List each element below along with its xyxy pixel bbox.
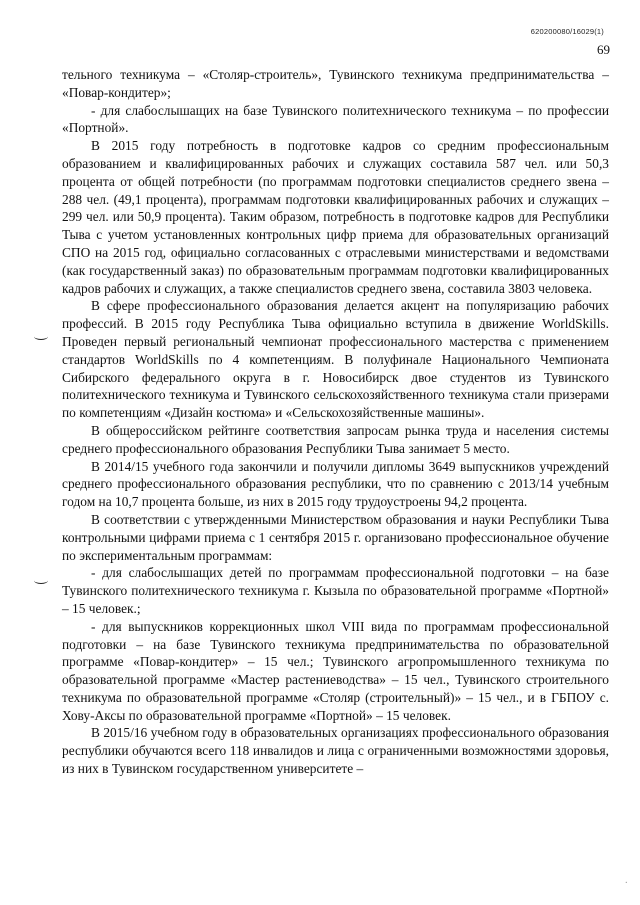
paragraph-graduates: В 2014/15 учебного года закончили и получили дипломы 3649 выпускников учреждений среднего профессионального образования республики, что по сравнению с 2013/14 учебным годом на 10,7 процента больше, из них в 2015 году трудоустроены 94,2 процента. <box>62 458 609 510</box>
paragraph-list-item: - для выпускников коррекционных школ VIII вида по программам профессиональной подготовки – на базе Тувинского техникума предпринимательства по образовательной программе «Повар-кондитер» – 15 чел.; Тувинского агропромышленного техникума по образовательной программе «Мастер растениеводства» – 15 чел., Тувинского строительного техникума по образовательной программе «Столяр (строительный)» – 15 чел., и в ГБПОУ с. Хову-Аксы по образовательной программе «Портной» – 15 человек. <box>62 618 609 723</box>
paragraph-experimental-programs: В соответствии с утвержденными Министерством образования и науки Республики Тыва контрольными цифрами приема с 1 сентября 2015 г. организовано профессиональное обучение по экспериментальным программам: <box>62 511 609 563</box>
margin-check-mark <box>34 333 48 340</box>
paragraph-staffing-needs: В 2015 году потребность в подготовке кадров со средним профессиональным образованием и квалифицированных рабочих и служащих составила 587 чел. или 50,3 процента от общей потребности (по программам подготовки специалистов среднего звена – 288 чел. (49,1 процента), программам подготовки квалифицированных рабочих и служащих – 299 чел. или 50,9 процента). Таким образом, потребность в подготовке кадров для Республики Тыва с учетом установленных контрольных цифр приема для образовательных организаций СПО на 2015 год, официально согласованных с отраслевыми министерствами и ведомствами (как государственный заказ) по образовательным программам подготовки квалифицированных кадров рабочих и служащих, а также специалистов среднего звена, составила 3803 человека. <box>62 138 609 296</box>
paragraph-list-item: - для слабослышащих на базе Тувинского политехнического техникума – по профессии «Портной». <box>62 102 609 136</box>
margin-check-mark <box>34 577 48 584</box>
paragraph-disabilities: В 2015/16 учебном году в образовательных организациях профессионального образования республики обучаются всего 118 инвалидов и лица с ограниченными возможностями здоровья, из них в Тувинском государственном университете – <box>62 725 609 777</box>
paragraph-continuation: тельного техникума – «Столяр-строитель», Тувинского техникума предпринимательства – «Повар-кондитер»; <box>62 67 609 100</box>
corner-dot: · <box>624 878 628 889</box>
document-body <box>62 66 609 778</box>
paragraph-worldskills: В сфере профессионального образования делается акцент на популяризацию рабочих профессий. В 2015 году Республика Тыва официально вступила в движение WorldSkills. Проведен первый региональный чемпионат профессионального мастерства с применением стандартов WorldSkills по 4 компетенциям. В полуфинале Национального Чемпионата Сибирского федерального округа в г. Новосибирск двое студентов из Тувинского политехнического техникума и Тувинского сельскохозяйственного техникума стали призерами по компетенциям «Дизайн костюма» и «Сельскохозяйственные машины». <box>62 298 609 421</box>
document-code: 620200080/16029(1) <box>530 27 604 36</box>
paragraph-list-item: - для слабослышащих детей по программам профессиональной подготовки – на базе Тувинского политехнического техникума г. Кызыла по образовательной программе «Портной» – 15 человек.; <box>62 565 609 616</box>
page-number: 69 <box>597 42 610 57</box>
paragraph-rating: В общероссийском рейтинге соответствия запросам рынка труда и населения системы среднего профессионального образования Республики Тыва занимает 5 место. <box>62 422 609 456</box>
